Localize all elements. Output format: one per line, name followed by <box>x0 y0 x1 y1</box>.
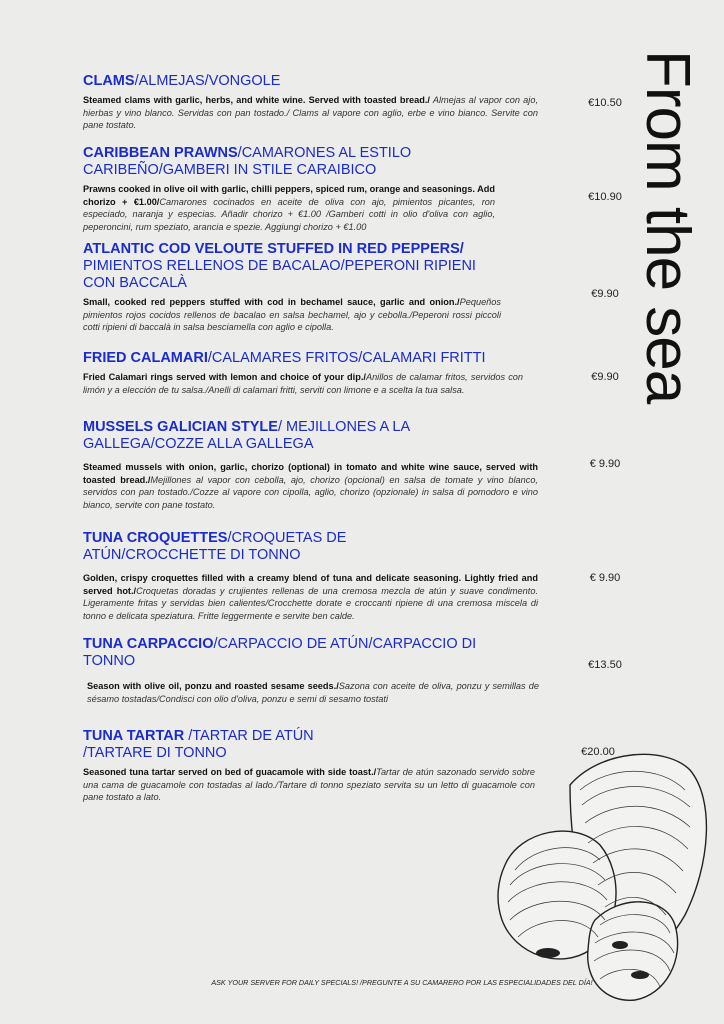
item-title-en: TUNA CARPACCIO <box>83 636 214 652</box>
item-title <box>83 728 343 762</box>
item-title <box>83 73 538 90</box>
item-title-en: MUSSELS GALICIAN STYLE <box>83 419 278 435</box>
desc-translations: Anillos de calamar fritos, servidos con limón y a elección de tu salsa./Anelli di calamari fritti, serviti con limone e a scelta la tua salsa. <box>83 372 524 395</box>
item-title-en: FRIED CALAMARI <box>83 350 208 366</box>
item-description <box>83 183 495 233</box>
desc-translations: Pequeños pimientos rojos cocidos rellenos de bacalao en salsa bechamel, ajo y cebolla./Peperoni rossi piccoli cotti ripieni di baccalà in salsa besciamella con aglio e cipolla. <box>83 297 501 332</box>
item-title <box>83 530 383 564</box>
section-title: From the sea <box>633 50 702 404</box>
item-title-en: CLAMS <box>83 73 135 89</box>
item-description <box>83 371 523 396</box>
item-price: €10.50 <box>588 97 622 109</box>
item-title-translations: / MEJILLONES A LA GALLEGA/COZZE ALLA GALLEGA <box>83 419 410 452</box>
menu-item-tuna-croquettes <box>83 530 538 622</box>
item-title <box>83 241 493 292</box>
item-description <box>83 680 539 705</box>
item-title <box>83 636 513 670</box>
item-title-en: TUNA TARTAR <box>83 728 185 744</box>
item-title-translations: /CARPACCIO DE ATÚN/CARPACCIO DI TONNO <box>83 636 477 669</box>
item-price: €13.50 <box>588 659 622 671</box>
menu-item-tuna-tartar <box>83 728 535 804</box>
menu-item-clams <box>83 73 538 132</box>
menu-item-tuna-carpaccio <box>83 636 543 705</box>
item-description <box>83 461 538 511</box>
item-price: €20.00 <box>581 746 615 758</box>
item-description <box>83 766 535 804</box>
item-description <box>83 572 538 622</box>
desc-en: Fried Calamari rings served with lemon and choice of your dip./ <box>83 372 366 382</box>
item-title-translations: /CROQUETAS DE ATÚN/CROCCHETTE DI TONNO <box>83 530 347 563</box>
item-description <box>83 94 538 132</box>
item-price: €9.90 <box>591 371 619 383</box>
menu-item-caribbean-prawns <box>83 145 538 233</box>
desc-en: Steamed clams with garlic, herbs, and white wine. Served with toasted bread./ <box>83 95 430 105</box>
desc-translations: Croquetas doradas y crujientes rellenas de una cremosa mezcla de atún y suave condimento. Ligeramente fritas y servidas bien calientes/Crocchette dorate e croccanti ripiene di una cremosa miscela di tonno e delicata speziatura. Fritte leggermente e servite ben calde. <box>83 585 538 621</box>
item-title-translations: /TARTAR DE ATÚN /TARTARE DI TONNO <box>83 728 314 761</box>
item-title-en: ATLANTIC COD VELOUTE STUFFED IN RED PEPPERS/ <box>83 241 464 257</box>
desc-translations: Almejas al vapor con ajo, hierbas y vino blanco. Servidas con pan tostado./ Clams al vapore con aglio, erbe e vino bianco. Servite con pane tostato. <box>83 95 538 130</box>
desc-translations: Sazona con aceite de oliva, ponzu y semillas de sésamo tostadas/Condisci con olio d'oliva, ponzu e semi di sesamo tostati <box>87 681 539 704</box>
item-title-translations: /ALMEJAS/VONGOLE <box>134 73 281 89</box>
menu-item-atlantic-cod <box>83 241 538 334</box>
item-title-en: CARIBBEAN PRAWNS <box>83 145 238 161</box>
item-price: € 9.90 <box>589 572 621 584</box>
desc-translations: Mejillones al vapor con cebolla, ajo, chorizo (opcional) en salsa de tomate y vino blanco, servidos con pan tostado./Cozze al vapore con cipolla, aglio, chorizo (opzionale) in salsa di pomodoro e vino bianco, servite con pane tostato. <box>83 474 538 510</box>
item-description <box>83 296 501 334</box>
item-price: € 9.90 <box>589 458 621 470</box>
footer-note: ASK YOUR SERVER FOR DAILY SPECIALS! /PREGUNTE A SU CAMARERO POR LAS ESPECIALIDADES DEL DÍA! <box>211 978 593 987</box>
menu-item-mussels <box>83 419 538 511</box>
item-title-en: TUNA CROQUETTES <box>83 530 228 546</box>
item-price: €9.90 <box>591 288 619 300</box>
menu-item-fried-calamari <box>83 350 538 396</box>
item-title-translations: /CAMARONES AL ESTILO CARIBEÑO/GAMBERI IN STILE CARAIBICO <box>83 145 412 178</box>
desc-en: Small, cooked red peppers stuffed with cod in bechamel sauce, garlic and onion./ <box>83 297 460 307</box>
desc-en: Golden, crispy croquettes filled with a creamy blend of tuna and delicate seasoning. Lightly fried and served hot./ <box>83 573 538 596</box>
item-title-translations: /CALAMARES FRITOS/CALAMARI FRITTI <box>207 350 486 366</box>
desc-en: Season with olive oil, ponzu and roasted sesame seeds./ <box>87 681 339 691</box>
desc-en: Steamed mussels with onion, garlic, chorizo (optional) in tomato and white wine sauce, served with toasted bread./ <box>83 462 538 485</box>
item-title-translations: PIMIENTOS RELLENOS DE BACALAO/PEPERONI RIPIENI CON BACCALÀ <box>83 258 476 291</box>
item-title <box>83 419 483 453</box>
item-title <box>83 145 443 179</box>
item-price: €10.90 <box>588 191 622 203</box>
desc-translations: Tartar de atún sazonado servido sobre una cama de guacamole con tostadas al lado./Tartare di tonno speziato servita su un letto di guacamole con pane tostato a lato. <box>83 767 535 802</box>
desc-translations: Camarones cocinados en aceite de oliva con ajo, pimientos picantes, ron especiado, naranja y especias. Añadir chorizo + €1.00 /Gamberi cotti in olio d'oliva con aglio, peperoncini, rum speziato, arancia e spezie. Aggiungi chorizo + €1.00 <box>83 196 495 232</box>
desc-en: Prawns cooked in olive oil with garlic, chilli peppers, spiced rum, orange and seasonings. Add chorizo + €1.00/ <box>83 184 495 207</box>
clams-illustration <box>490 745 720 1005</box>
desc-en: Seasoned tuna tartar served on bed of guacamole with side toast./ <box>83 767 377 777</box>
item-title <box>83 350 538 367</box>
